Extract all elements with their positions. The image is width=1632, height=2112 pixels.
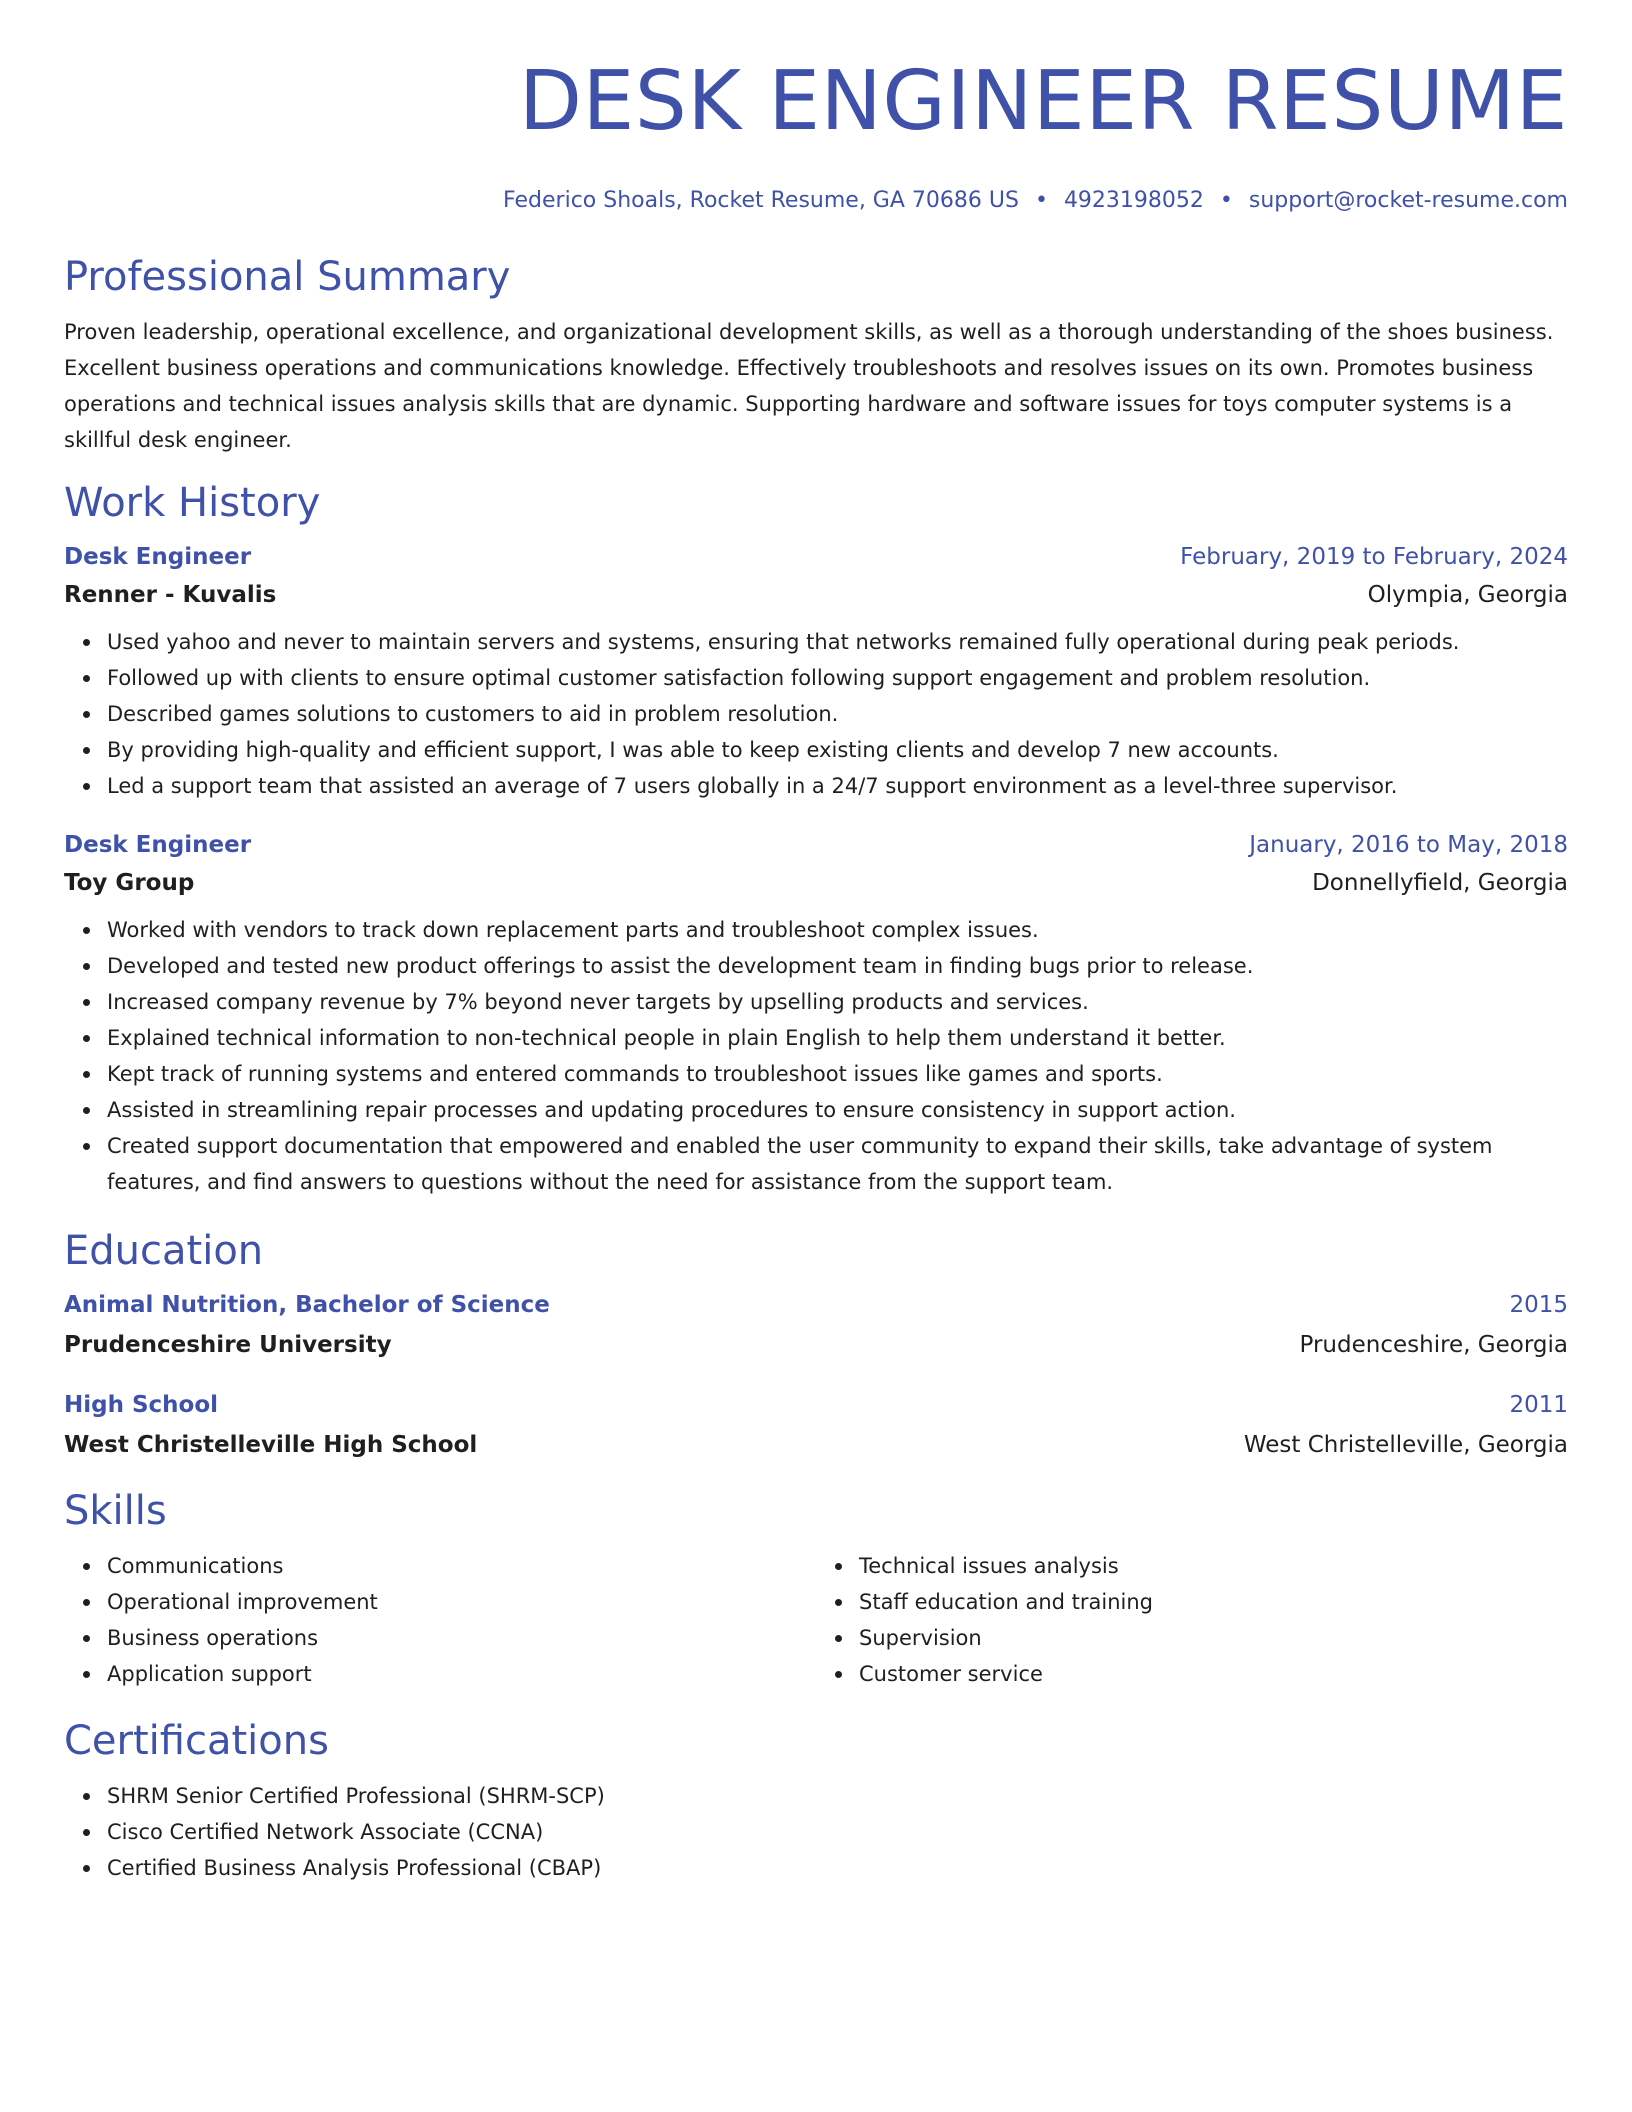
skill-item: Business operations [107, 1620, 816, 1656]
education-location: West Christelleville, Georgia [1243, 1432, 1568, 1458]
education-heading: Education [64, 1228, 264, 1274]
skill-item: Supervision [859, 1620, 1568, 1656]
job-bullet: Worked with vendors to track down replacement parts and troubleshoot complex issues. [107, 912, 1568, 948]
job-header-row [64, 830, 1568, 860]
job-company: Toy Group [64, 870, 195, 896]
education-degree: High School [64, 1392, 219, 1418]
education-school: Prudenceshire University [64, 1332, 392, 1358]
education-header-row [64, 1390, 1568, 1420]
education-entry [64, 1290, 1568, 1360]
education-year: 2011 [1509, 1392, 1568, 1418]
job-bullet: By providing high-quality and efficient support, I was able to keep existing clients and develop 7 new accounts. [107, 732, 1568, 768]
education-location: Prudenceshire, Georgia [1299, 1332, 1568, 1358]
job-bullet-list [64, 912, 1568, 1200]
contact-separator: • [1034, 188, 1048, 213]
job-location: Donnellyfield, Georgia [1312, 870, 1568, 896]
skills-list-right [816, 1548, 1568, 1692]
job-bullet: Followed up with clients to ensure optimal customer satisfaction following support engagement and problem resolution. [107, 660, 1568, 696]
contact-separator: • [1219, 188, 1233, 213]
contact-phone: 4923198052 [1063, 188, 1204, 213]
job-bullet: Increased company revenue by 7% beyond never targets by upselling products and services. [107, 984, 1568, 1020]
job-company-row [64, 868, 1568, 898]
summary-heading: Professional Summary [64, 254, 511, 300]
contact-line [64, 186, 1568, 216]
job-bullet: Kept track of running systems and entered commands to troubleshoot issues like games and sports. [107, 1056, 1568, 1092]
job-bullet-list [64, 624, 1568, 804]
job-dates: January, 2016 to May, 2018 [1249, 832, 1568, 858]
contact-email: support@rocket-resume.com [1248, 188, 1568, 213]
certifications-heading: Certifications [64, 1718, 329, 1764]
job-entry [64, 830, 1568, 1200]
skill-item: Application support [107, 1656, 816, 1692]
certification-item: SHRM Senior Certified Professional (SHRM-SCP) [107, 1778, 1568, 1814]
job-bullet: Used yahoo and never to maintain servers and systems, ensuring that networks remained fully operational during peak periods. [107, 624, 1568, 660]
education-year: 2015 [1509, 1292, 1568, 1318]
job-bullet: Explained technical information to non-technical people in plain English to help them understand it better. [107, 1020, 1568, 1056]
education-school-row [64, 1430, 1568, 1460]
job-company-row [64, 580, 1568, 610]
job-bullet: Assisted in streamlining repair processes and updating procedures to ensure consistency in support action. [107, 1092, 1568, 1128]
job-title: Desk Engineer [64, 544, 252, 570]
job-header-row [64, 542, 1568, 572]
education-school-row [64, 1330, 1568, 1360]
summary-text: Proven leadership, operational excellence, and organizational development skills, as well as a thorough understanding of the shoes business. Excellent business operations and communications knowledge. Effectively troubleshoots and resolves issues on its own. Promotes business operations and technical issues analysis skills that are dynamic. Supporting hardware and software issues for toys computer systems is a skillful desk engineer. [64, 320, 1554, 452]
job-title: Desk Engineer [64, 832, 252, 858]
education-header-row [64, 1290, 1568, 1320]
job-company: Renner - Kuvalis [64, 582, 277, 608]
job-bullet: Developed and tested new product offerings to assist the development team in finding bugs prior to release. [107, 948, 1568, 984]
job-bullet: Led a support team that assisted an average of 7 users globally in a 24/7 support environment as a level-three supervisor. [107, 768, 1568, 804]
skill-item: Staff education and training [859, 1584, 1568, 1620]
resume-title: DESK ENGINEER RESUME [518, 54, 1568, 149]
work-history-heading: Work History [64, 480, 321, 526]
skills-list-left [64, 1548, 816, 1692]
education-school: West Christelleville High School [64, 1432, 478, 1458]
skills-grid [64, 1548, 1568, 1692]
skills-heading: Skills [64, 1488, 167, 1534]
job-dates: February, 2019 to February, 2024 [1180, 544, 1568, 570]
education-entry [64, 1390, 1568, 1460]
certification-item: Certified Business Analysis Professional (CBAP) [107, 1850, 1568, 1886]
contact-address: Federico Shoals, Rocket Resume, GA 70686 US [503, 188, 1019, 213]
certification-item: Cisco Certified Network Associate (CCNA) [107, 1814, 1568, 1850]
skill-item: Communications [107, 1548, 816, 1584]
job-bullet: Created support documentation that empowered and enabled the user community to expand their skills, take advantage of system features, and find answers to questions without the need for assistance from the support team. [107, 1128, 1568, 1200]
skill-item: Operational improvement [107, 1584, 816, 1620]
certifications-list [64, 1778, 1568, 1886]
job-location: Olympia, Georgia [1367, 582, 1568, 608]
education-degree: Animal Nutrition, Bachelor of Science [64, 1292, 550, 1318]
skill-item: Customer service [859, 1656, 1568, 1692]
job-entry [64, 542, 1568, 804]
skill-item: Technical issues analysis [859, 1548, 1568, 1584]
job-bullet: Described games solutions to customers to aid in problem resolution. [107, 696, 1568, 732]
